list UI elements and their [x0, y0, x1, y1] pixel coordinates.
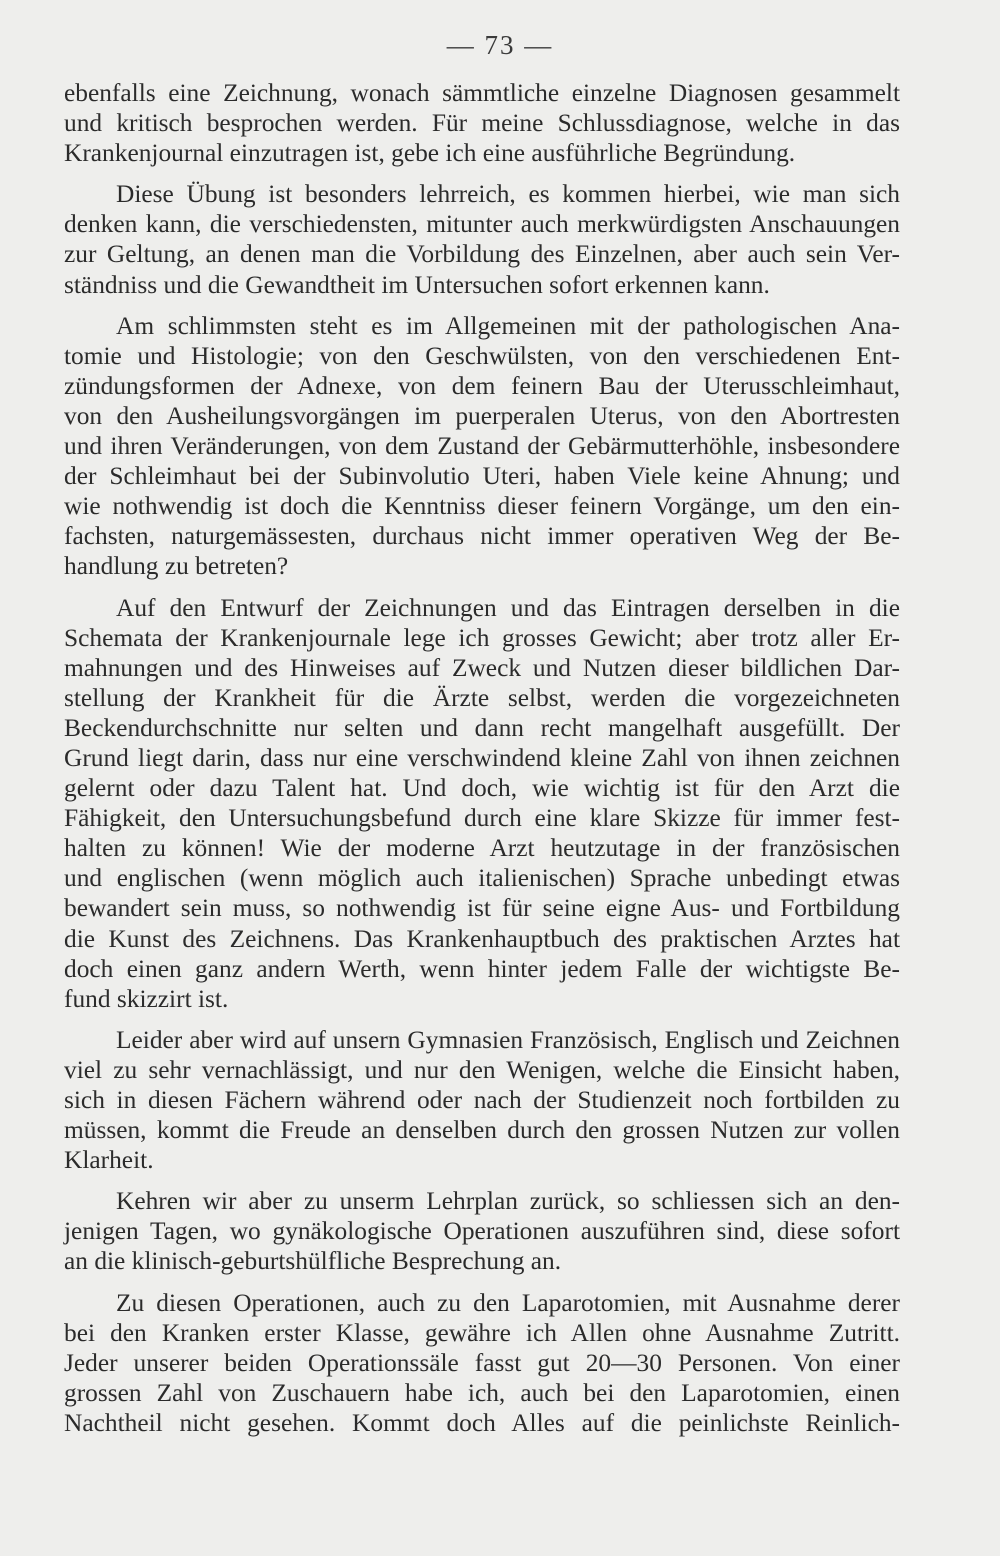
paragraph-gap — [64, 582, 900, 593]
text-line: Beckendurchschnitte nur selten und dann recht mangelhaft ausgefüllt. Der — [64, 713, 900, 742]
page-number: — 73 — — [446, 30, 554, 60]
text-line: fund skizzirt ist. — [64, 984, 229, 1013]
text-line: Fähigkeit, den Untersuchungsbefund durch eine klare Skizze für immer fest- — [64, 804, 900, 833]
paragraph-gap — [64, 1277, 900, 1288]
text-line: Leider aber wird auf unsern Gymnasien Französisch, Englisch und Zeichnen — [116, 1025, 900, 1054]
text-line: viel zu sehr vernachlässigt, und nur den Wenigen, welche die Einsicht haben, — [64, 1055, 900, 1084]
text-line: gelernt oder dazu Talent hat. Und doch, wie wichtig ist für den Arzt die — [64, 774, 900, 803]
paragraph-gap — [64, 300, 900, 311]
text-line: doch einen ganz andern Werth, wenn hinter jedem Falle der wichtigste Be- — [64, 954, 900, 983]
text-line: müssen, kommt die Freude an denselben durch den grossen Nutzen zur vollen — [64, 1116, 900, 1145]
text-line: Jeder unserer beiden Operationssäle fasst gut 20—30 Personen. Von einer — [64, 1348, 900, 1377]
text-line: die Kunst des Zeichnens. Das Krankenhauptbuch des praktischen Arztes hat — [64, 924, 900, 953]
text-line: bei den Kranken erster Klasse, gewähre ich Allen ohne Ausnahme Zutritt. — [64, 1318, 900, 1347]
text-line: Am schlimmsten steht es im Allgemeinen mit der pathologischen Ana- — [116, 311, 900, 340]
text-line: Zu diesen Operationen, auch zu den Laparotomien, mit Ausnahme derer — [116, 1288, 900, 1317]
text-line: jenigen Tagen, wo gynäkologische Operationen auszuführen sind, diese sofort — [64, 1217, 900, 1246]
text-line: Auf den Entwurf der Zeichnungen und das Eintragen derselben in die — [116, 593, 900, 622]
text-line: Grund liegt darin, dass nur eine verschwindend kleine Zahl von ihnen zeichnen — [64, 743, 900, 772]
text-line: an die klinisch-geburtshülfliche Besprechung an. — [64, 1247, 562, 1276]
text-line: halten zu können! Wie der moderne Arzt heutzutage in der französischen — [64, 834, 900, 863]
paragraph-gap — [64, 1175, 900, 1186]
text-line: Nachtheil nicht gesehen. Kommt doch Alles auf die peinlichste Reinlich- — [64, 1408, 900, 1437]
body-text — [64, 78, 900, 1438]
text-line: Klarheit. — [64, 1146, 154, 1175]
text-line: handlung zu betreten? — [64, 552, 289, 581]
text-line: sich in diesen Fächern während oder nach der Studienzeit noch fortbilden zu — [64, 1086, 900, 1114]
text-line: der Schleimhaut bei der Subinvolutio Uteri, haben Viele keine Ahnung; und — [64, 462, 900, 491]
text-line: und kritisch besprochen werden. Für meine Schlussdiagnose, welche in das — [64, 109, 900, 138]
text-line: und ihren Veränderungen, von dem Zustand der Gebärmutterhöhle, insbesondere — [64, 432, 900, 461]
text-line: Krankenjournal einzutragen ist, gebe ich eine ausführliche Begründung. — [64, 139, 796, 168]
text-line: zündungsformen der Adnexe, von dem feinern Bau der Uterusschleimhaut, — [64, 371, 900, 400]
text-line: von den Ausheilungsvorgängen im puerperalen Uterus, von den Abortresten — [64, 401, 900, 430]
text-line: zur Geltung, an denen man die Vorbildung des Einzelnen, aber auch sein Ver- — [64, 240, 900, 269]
text-line: Diese Übung ist besonders lehrreich, es kommen hierbei, wie man sich — [116, 180, 900, 209]
text-line: denken kann, die verschiedensten, mitunter auch merkwürdigsten Anschauungen — [64, 210, 900, 239]
text-line: stellung der Krankheit für die Ärzte selbst, werden die vorgezeichneten — [64, 683, 900, 712]
text-line: ebenfalls eine Zeichnung, wonach sämmtliche einzelne Diagnosen gesammelt — [64, 79, 900, 107]
text-line: wie nothwendig ist doch die Kenntniss dieser feinern Vorgänge, um den ein- — [64, 492, 900, 521]
text-line: und englischen (wenn möglich auch italienischen) Sprache unbedingt etwas — [64, 864, 900, 893]
text-line: ständniss und die Gewandtheit im Untersuchen sofort erkennen kann. — [64, 270, 770, 299]
text-line: fachsten, naturgemässesten, durchaus nicht immer operativen Weg der Be- — [64, 522, 900, 551]
text-line: Schemata der Krankenjournale lege ich grosses Gewicht; aber trotz aller Er- — [64, 623, 900, 652]
text-line: tomie und Histologie; von den Geschwülsten, von den verschiedenen Ent- — [64, 341, 900, 370]
text-line: Kehren wir aber zu unserm Lehrplan zurück, so schliessen sich an den- — [116, 1187, 900, 1216]
text-line: grossen Zahl von Zuschauern habe ich, auch bei den Laparotomien, einen — [64, 1378, 900, 1407]
paragraph-gap — [64, 168, 900, 179]
paragraph-gap — [64, 1014, 900, 1025]
text-line: bewandert sein muss, so nothwendig ist für seine eigne Aus- und Fortbildung — [64, 894, 900, 923]
text-line: mahnungen und des Hinweises auf Zweck und Nutzen dieser bildlichen Dar- — [64, 653, 900, 682]
